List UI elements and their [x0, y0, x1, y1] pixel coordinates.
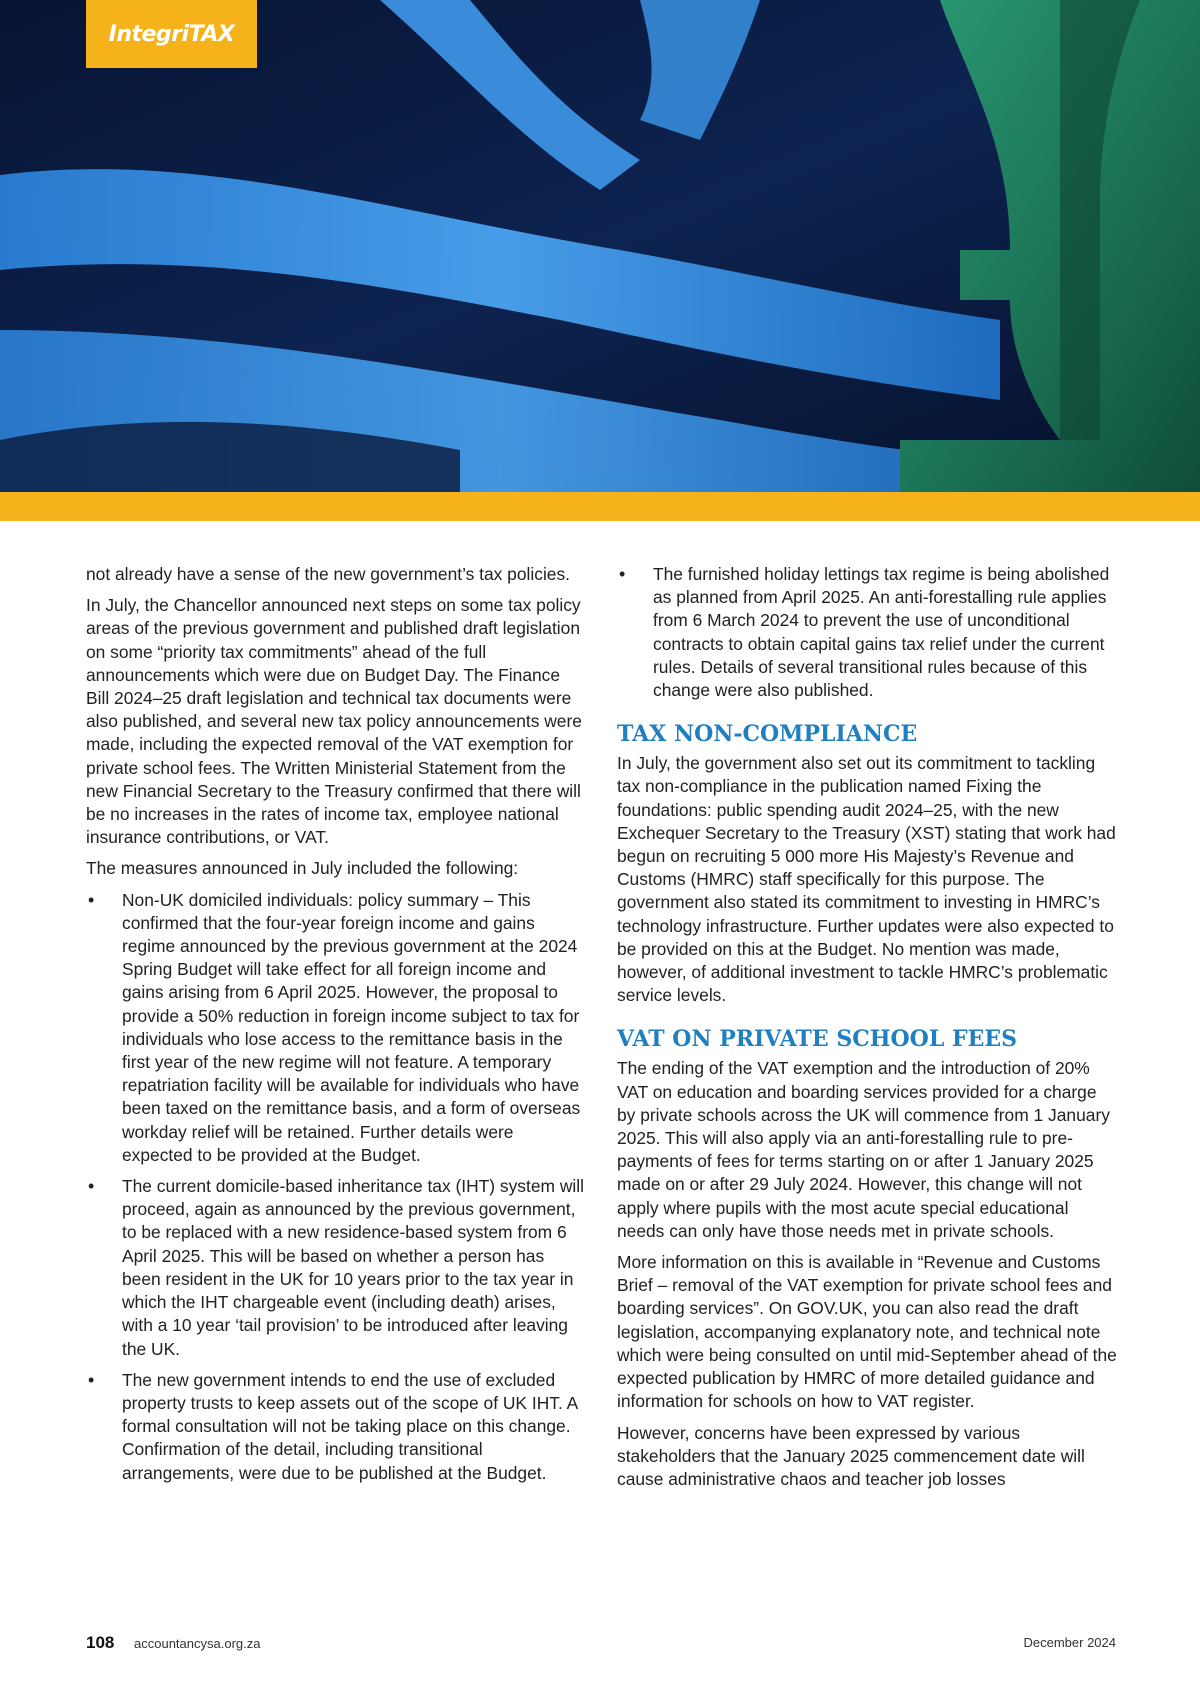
- measures-list-continued: [617, 563, 1117, 702]
- section-heading-tax-non-compliance: TAX NON-COMPLIANCE: [617, 721, 918, 748]
- paragraph: In July, the Chancellor announced next steps on some tax policy areas of the previous government and published draft legislation on some “priority tax commitments” ahead of the full announcements which were due on Budget Day. The Finance Bill 2024–25 draft legislation and technical tax documents were also published, and several new tax policy announcements were made, including the expected removal of the VAT exemption for private school fees. The Written Ministerial Statement from the new Financial Secretary to the Treasury confirmed that there will be no increases in the rates of income tax, employee national insurance contributions, or VAT.: [86, 595, 582, 848]
- list-item: • The new government intends to end the use of excluded property trusts to keep assets out of the scope of UK IHT. A formal consultation will not be taking place on this change. Confirmation of the detail, including transitional arrangements, were due to be published at the Budget.: [86, 1369, 586, 1485]
- page-number: 108: [86, 1633, 115, 1652]
- section-heading-vat-private-school-fees: VAT ON PRIVATE SCHOOL FEES: [617, 1026, 1018, 1053]
- website-link[interactable]: accountancysa.org.za: [134, 1636, 261, 1651]
- paragraph: However, concerns have been expressed by various stakeholders that the January 2025 commencement date will cause administrative chaos and teacher job losses: [617, 1422, 1085, 1489]
- integritax-logo: [86, 0, 257, 68]
- paragraph: More information on this is available in “Revenue and Customs Brief – removal of the VAT exemption for private school fees and boarding services”. On GOV.UK, you can also read the draft legislation, accompanying explanatory note, and technical note which were being consulted on until mid-September ahead of the expected publication by HMRC of more detailed guidance and information for schools on how to VAT register.: [617, 1252, 1117, 1412]
- left-column: [86, 563, 586, 1493]
- list-item: • The current domicile-based inheritance tax (IHT) system will proceed, again as announced by the previous government, to be replaced with a new residence-based system from 6 April 2025. This will be based on whether a person has been resident in the UK for 10 years prior to the tax year in which the IHT chargeable event (including death) arises, with a 10 year ‘tail provision’ to be introduced after leaving the UK.: [86, 1175, 586, 1361]
- list-item: • Non-UK domiciled individuals: policy summary – This confirmed that the four-year foreign income and gains regime announced by the previous government at the 2024 Spring Budget will take effect for all foreign income and gains arising from 6 April 2025. However, the proposal to provide a 50% reduction in foreign income subject to tax for individuals who lose access to the remittance basis in the first year of the new regime will not feature. A temporary repatriation facility will be available for individuals who have been taxed on the remittance basis, and a form of overseas workday relief will be retained. Further details were expected to be provided at the Budget.: [86, 889, 586, 1167]
- hero-image: [0, 0, 1200, 492]
- measures-list: [86, 889, 586, 1485]
- right-column: [617, 563, 1117, 1499]
- paragraph: In July, the government also set out its commitment to tackling tax non-compliance in the publication named Fixing the foundations: public spending audit 2024–25, with the new Exchequer Secretary to the Treasury (XST) stating that work had begun on recruiting 5 000 more His Majesty’s Revenue and Customs (HMRC) staff specifically for this purpose. The government also stated its commitment to investing in HMRC’s technology infrastructure. Further updates were also expected to be provided on this at the Budget. No mention was made, however, of additional investment to tackle HMRC’s problematic service levels.: [617, 753, 1116, 1006]
- paragraph: The measures announced in July included the following:: [86, 858, 519, 879]
- logo-text: IntegriTAX: [108, 21, 235, 47]
- page-footer: [86, 1635, 1116, 1655]
- paragraph: not already have a sense of the new government’s tax policies.: [86, 564, 571, 584]
- paragraph: The ending of the VAT exemption and the introduction of 20% VAT on education and boarding services provided for a charge by private schools across the UK will commence from 1 January 2025. This will also apply via an anti-forestalling rule to pre-payments of fees for terms starting on or after 1 January 2025 made on or after 29 July 2024. However, this change will not apply where pupils with the most acute special educational needs can only have those needs met in private schools.: [617, 1058, 1110, 1241]
- issue-date: December 2024: [1023, 1635, 1116, 1650]
- accent-bar: [0, 492, 1200, 521]
- union-flag-pound-illustration: [0, 0, 1200, 492]
- list-item: • The furnished holiday lettings tax regime is being abolished as planned from April 2025. An anti-forestalling rule applies from 6 March 2024 to prevent the use of unconditional contracts to obtain capital gains tax relief under the current rules. Details of several transitional rules because of this change were also published.: [617, 563, 1117, 702]
